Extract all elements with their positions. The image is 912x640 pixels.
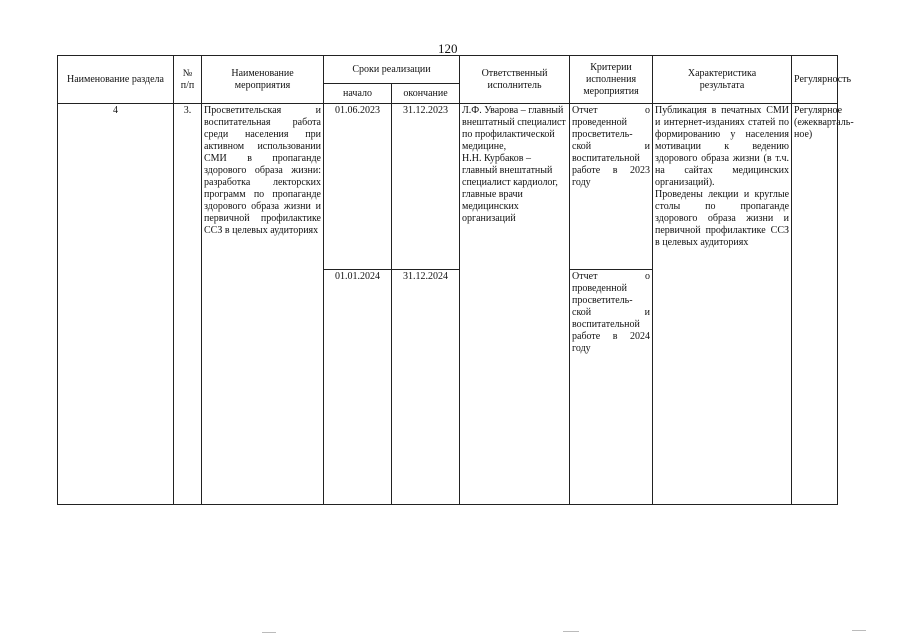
cell-criteria-2024: Отчет о проведенной просветитель-ской и воспитательной работе в 2024 году bbox=[570, 270, 653, 505]
cell-regularity: Регулярное (ежекварталь-ное) bbox=[792, 104, 838, 505]
header-section: Наименование раздела bbox=[58, 56, 174, 104]
header-responsible: Ответственный исполнитель bbox=[460, 56, 570, 104]
cell-start-2023: 01.06.2023 bbox=[324, 104, 392, 270]
scan-mark bbox=[563, 631, 579, 632]
header-regularity: Регулярность bbox=[792, 56, 838, 104]
header-start: начало bbox=[324, 84, 392, 104]
header-timing: Сроки реализации bbox=[324, 56, 460, 84]
cell-event: Просветительская и воспитательная работа среди населения при активном использовании СМИ в пропаганде здорового образа жизни: разработка лекторских программ по пропаганде здорового образа жизни и первичной профилактике ССЗ в целевых аудиториях bbox=[202, 104, 324, 505]
cell-criteria-2023: Отчет о проведенной просветитель-ской и воспитательной работе в 2023 году bbox=[570, 104, 653, 270]
header-end: окончание bbox=[392, 84, 460, 104]
header-criteria: Критерии исполнения мероприятия bbox=[570, 56, 653, 104]
header-result: Характеристика результата bbox=[653, 56, 792, 104]
page-number: 120 bbox=[438, 41, 458, 56]
cell-number: 3. bbox=[174, 104, 202, 505]
cell-result: Публикация в печатных СМИ и интернет-изданиях статей по формированию у населения мотивации к ведению здорового образа жизни (в т.ч. на сайтах медицинских организаций). Проведены лекции и круглые столы по пропаганде здорового образа жизни и первичной профилактике ССЗ в целевых аудиториях bbox=[653, 104, 792, 505]
cell-end-2023: 31.12.2023 bbox=[392, 104, 460, 270]
event-plan-table bbox=[57, 55, 854, 505]
cell-section: 4 bbox=[58, 104, 174, 505]
scan-mark bbox=[262, 632, 276, 633]
cell-responsible: Л.Ф. Уварова – главный внештатный специалист по профилактической медицине, Н.Н. Курбаков – главный внештатный специалист кардиолог, главные врачи медицинских организаций bbox=[460, 104, 570, 505]
cell-start-2024: 01.01.2024 bbox=[324, 270, 392, 505]
scan-mark bbox=[852, 630, 866, 631]
cell-end-2024: 31.12.2024 bbox=[392, 270, 460, 505]
header-event: Наименование мероприятия bbox=[202, 56, 324, 104]
header-number: № п/п bbox=[174, 56, 202, 104]
